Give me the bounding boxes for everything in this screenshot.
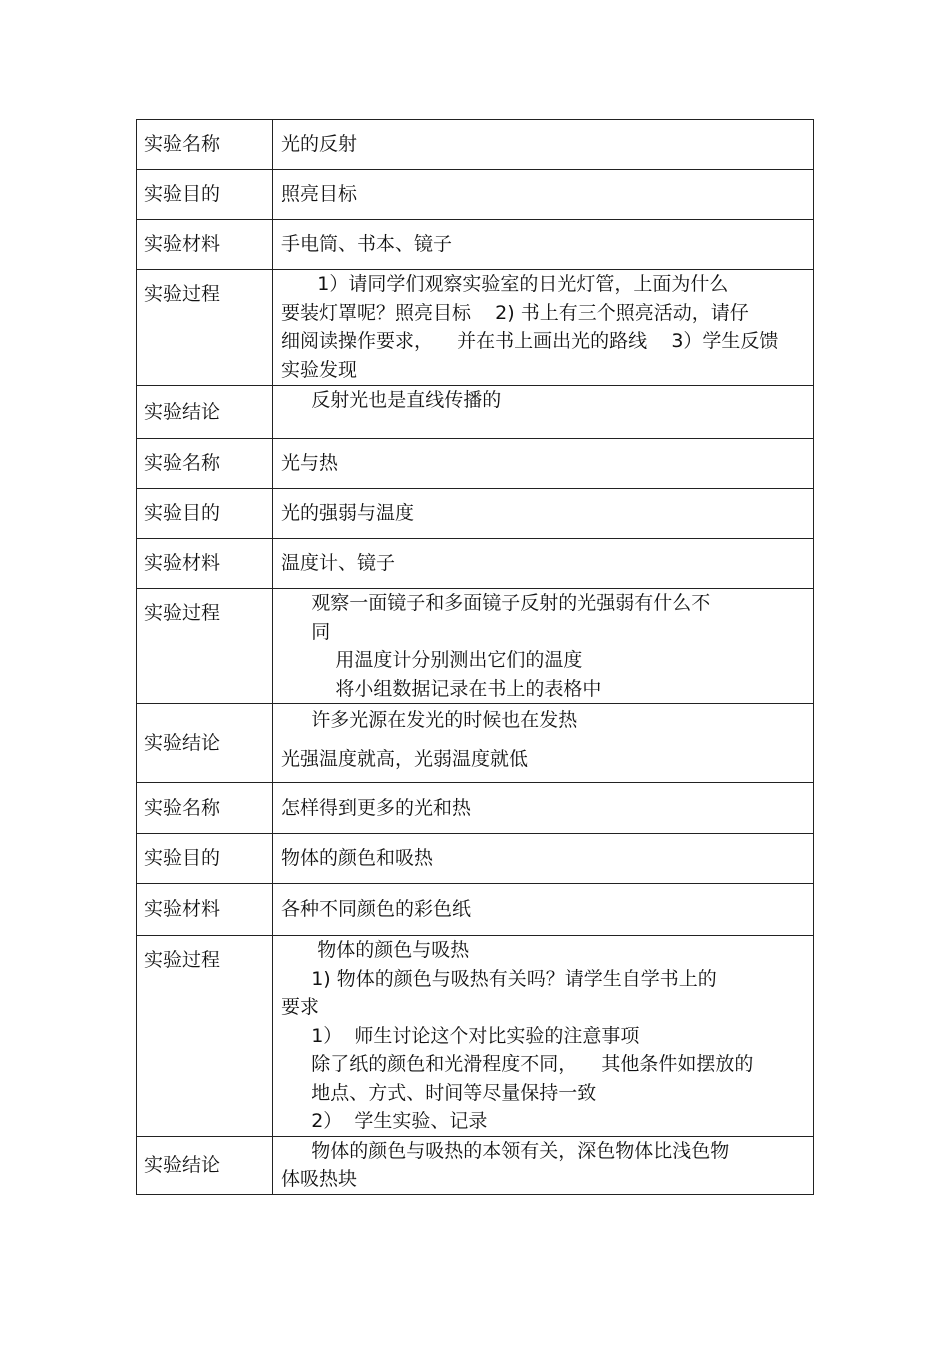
row-value-line: 1) 物体的颜色与吸热有关吗？请学生自学书上的 <box>281 967 717 990</box>
row-label-cell <box>137 834 273 884</box>
row-value-line: 反射光也是直线传播的 <box>281 389 502 411</box>
row-value-cell <box>273 704 814 783</box>
row-label: 实验目的 <box>144 502 221 524</box>
row-value-line: 物体的颜色与吸热 <box>281 939 470 961</box>
row-value-line: 地点、方式、时间等尽量保持一致 <box>281 1081 597 1104</box>
row-value-line: 1）请同学们观察实验室的日光灯管，上面为什么 <box>281 273 729 295</box>
row-label-cell <box>137 270 273 386</box>
row-value-cell <box>273 884 814 936</box>
row-label-cell <box>137 386 273 439</box>
row-value-line: 怎样得到更多的光和热 <box>281 796 472 819</box>
table-row <box>137 439 814 489</box>
row-label: 实验名称 <box>144 452 221 474</box>
row-label-cell <box>137 489 273 539</box>
row-label-cell <box>137 936 273 1137</box>
row-value-cell <box>273 439 814 489</box>
row-value-cell <box>273 170 814 220</box>
row-value-line: 物体的颜色与吸热的本领有关，深色物体比浅色物 <box>281 1139 730 1162</box>
table-row <box>137 270 814 386</box>
row-value-line: 实验发现 <box>281 358 358 381</box>
row-value-line: 观察一面镜子和多面镜子反射的光强弱有什么不 <box>281 592 711 614</box>
row-value-cell <box>273 386 814 439</box>
row-label-cell <box>137 439 273 489</box>
row-value-line: 细阅读操作要求， 并在书上画出光的路线 3）学生反馈 <box>281 330 779 352</box>
row-value-cell <box>273 783 814 834</box>
row-value-cell <box>273 220 814 270</box>
row-value-line: 同 <box>281 620 331 643</box>
row-label: 实验名称 <box>144 796 221 819</box>
row-label: 实验目的 <box>144 183 221 205</box>
table-row <box>137 539 814 589</box>
row-value-line: 光强温度就高，光弱温度就低 <box>281 748 529 770</box>
row-label: 实验材料 <box>144 898 221 920</box>
row-label-cell <box>137 704 273 783</box>
row-label-cell <box>137 170 273 220</box>
row-label: 实验过程 <box>144 283 221 305</box>
row-value-line: 许多光源在发光的时候也在发热 <box>281 709 578 731</box>
row-value-line: 温度计、镜子 <box>281 552 396 574</box>
row-value-line: 物体的颜色和吸热 <box>281 847 434 869</box>
row-label: 实验结论 <box>144 400 221 423</box>
row-value-cell <box>273 936 814 1137</box>
row-label: 实验目的 <box>144 847 221 869</box>
row-value-line: 1） 师生讨论这个对比实验的注意事项 <box>281 1024 640 1047</box>
row-value-cell <box>273 834 814 884</box>
row-label-cell <box>137 884 273 936</box>
row-label: 实验结论 <box>144 1153 221 1176</box>
table-row <box>137 589 814 704</box>
row-value-cell <box>273 120 814 170</box>
row-label: 实验结论 <box>144 731 221 754</box>
row-value-line: 用温度计分别测出它们的温度 <box>281 649 583 671</box>
row-label: 实验材料 <box>144 552 221 574</box>
row-value-line: 光的反射 <box>281 133 358 155</box>
row-label: 实验过程 <box>144 602 221 624</box>
table-row <box>137 489 814 539</box>
experiment-table <box>136 119 814 1195</box>
row-value-cell <box>273 539 814 589</box>
row-value-line: 各种不同颜色的彩色纸 <box>281 898 472 920</box>
table-row <box>137 704 814 783</box>
table-row <box>137 386 814 439</box>
row-value-line: 光与热 <box>281 452 339 474</box>
row-value-line: 2） 学生实验、记录 <box>281 1110 488 1132</box>
row-label: 实验材料 <box>144 233 221 255</box>
row-value-line: 光的强弱与温度 <box>281 502 415 524</box>
table-row <box>137 170 814 220</box>
row-label-cell <box>137 589 273 704</box>
row-label-cell <box>137 120 273 170</box>
row-value-line: 要装灯罩呢？照亮目标 2) 书上有三个照亮活动，请仔 <box>281 301 749 324</box>
row-value-line: 除了纸的颜色和光滑程度不同， 其他条件如摆放的 <box>281 1053 754 1075</box>
table-row <box>137 1136 814 1194</box>
row-value-line: 要求 <box>281 996 320 1018</box>
row-label-cell <box>137 220 273 270</box>
row-value-line: 将小组数据记录在书上的表格中 <box>281 677 602 700</box>
table-row <box>137 834 814 884</box>
row-value-cell <box>273 270 814 386</box>
row-value-cell <box>273 1136 814 1194</box>
table-row <box>137 936 814 1137</box>
table-row <box>137 220 814 270</box>
row-label: 实验过程 <box>144 949 221 971</box>
row-label-cell <box>137 539 273 589</box>
row-label-cell <box>137 1136 273 1194</box>
row-value-line: 照亮目标 <box>281 183 358 205</box>
row-value-cell <box>273 589 814 704</box>
row-label: 实验名称 <box>144 133 221 155</box>
table-row <box>137 884 814 936</box>
table-row <box>137 120 814 170</box>
row-value-cell <box>273 489 814 539</box>
row-value-line: 体吸热块 <box>281 1168 358 1190</box>
table-row <box>137 783 814 834</box>
row-label-cell <box>137 783 273 834</box>
row-value-line: 手电筒、书本、镜子 <box>281 233 453 255</box>
